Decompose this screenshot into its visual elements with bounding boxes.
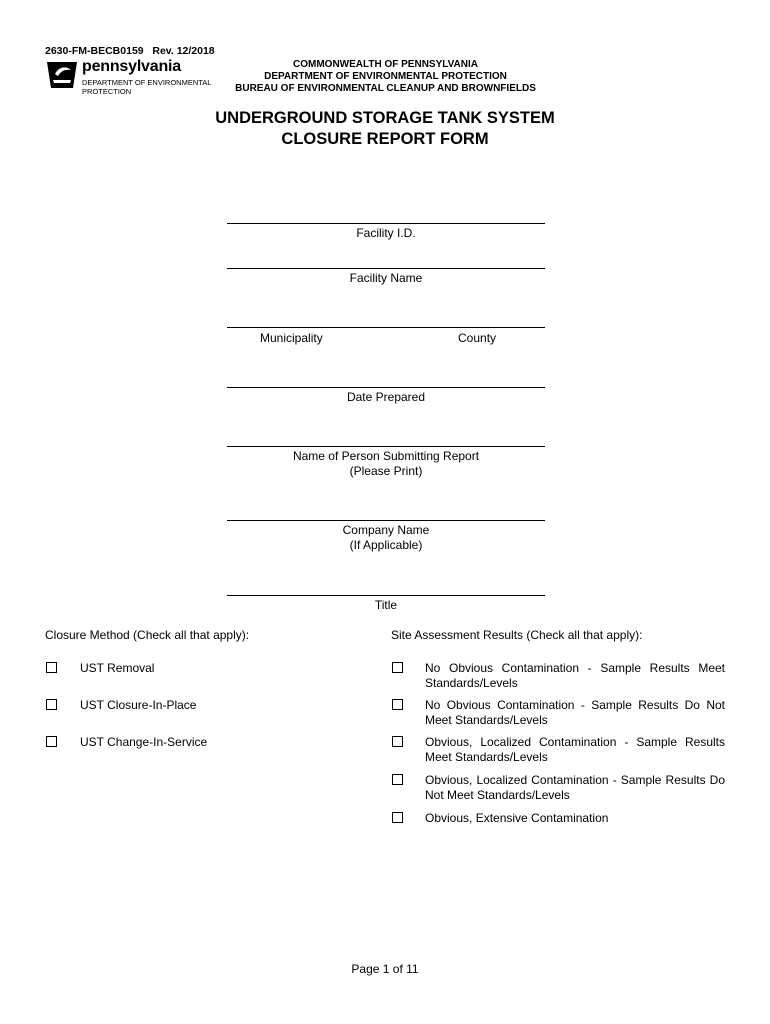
keystone-logo-icon [45, 60, 79, 90]
submitter-name-label: Name of Person Submitting Report (Please Print) [292, 449, 480, 478]
ust-removal-checkbox[interactable] [46, 662, 57, 673]
form-title-line-1: UNDERGROUND STORAGE TANK SYSTEM [215, 109, 555, 127]
submitter-name-field[interactable] [227, 446, 545, 447]
ust-change-in-service-checkbox[interactable] [46, 736, 57, 747]
title-field[interactable] [227, 595, 545, 596]
form-title-line-2: CLOSURE REPORT FORM [281, 130, 489, 148]
extensive-contam-label: Obvious, Extensive Contamination [425, 811, 609, 825]
site-assessment-heading: Site Assessment Results (Check all that apply): [391, 628, 643, 642]
page-number: Page 1 of 11 [351, 962, 419, 976]
agency-line-1: COMMONWEALTH OF PENNSYLVANIA [293, 59, 478, 70]
extensive-contam-checkbox[interactable] [392, 812, 403, 823]
facility-name-label: Facility Name [349, 271, 423, 285]
localized-not-meet-checkbox[interactable] [392, 774, 403, 785]
localized-meet-label: Obvious, Localized Contamination - Sample Results Meet Standards/Levels [425, 735, 725, 764]
company-name-label: Company Name (If Applicable) [342, 523, 430, 552]
company-name-field[interactable] [227, 520, 545, 521]
no-contam-not-meet-label: No Obvious Contamination - Sample Results Do Not Meet Standards/Levels [425, 698, 725, 727]
facility-id-label: Facility I.D. [356, 226, 416, 240]
date-prepared-label: Date Prepared [346, 390, 426, 404]
title-label: Title [374, 598, 398, 612]
agency-line-2: DEPARTMENT OF ENVIRONMENTAL PROTECTION [264, 71, 507, 82]
no-contam-meet-label: No Obvious Contamination - Sample Results Meet Standards/Levels [425, 661, 725, 690]
facility-name-field[interactable] [227, 268, 545, 269]
municipality-county-field[interactable] [227, 327, 545, 328]
no-contam-meet-checkbox[interactable] [392, 662, 403, 673]
no-contam-not-meet-checkbox[interactable] [392, 699, 403, 710]
ust-closure-in-place-checkbox[interactable] [46, 699, 57, 710]
county-label: County [458, 331, 497, 345]
form-id: 2630-FM-BECB0159 Rev. 12/2018 [45, 45, 215, 57]
date-prepared-field[interactable] [227, 387, 545, 388]
logo-wordmark: pennsylvania [82, 58, 181, 75]
logo-department: DEPARTMENT OF ENVIRONMENTAL PROTECTION [82, 78, 212, 96]
municipality-label: Municipality [260, 331, 323, 345]
ust-closure-in-place-label: UST Closure-In-Place [80, 698, 197, 712]
facility-id-field[interactable] [227, 223, 545, 224]
localized-not-meet-label: Obvious, Localized Contamination - Sample Results Do Not Meet Standards/Levels [425, 773, 725, 802]
agency-line-3: BUREAU OF ENVIRONMENTAL CLEANUP AND BROWNFIELDS [235, 83, 536, 94]
closure-method-heading: Closure Method (Check all that apply): [45, 628, 250, 642]
ust-change-in-service-label: UST Change-In-Service [80, 735, 208, 749]
ust-removal-label: UST Removal [80, 661, 155, 675]
localized-meet-checkbox[interactable] [392, 736, 403, 747]
